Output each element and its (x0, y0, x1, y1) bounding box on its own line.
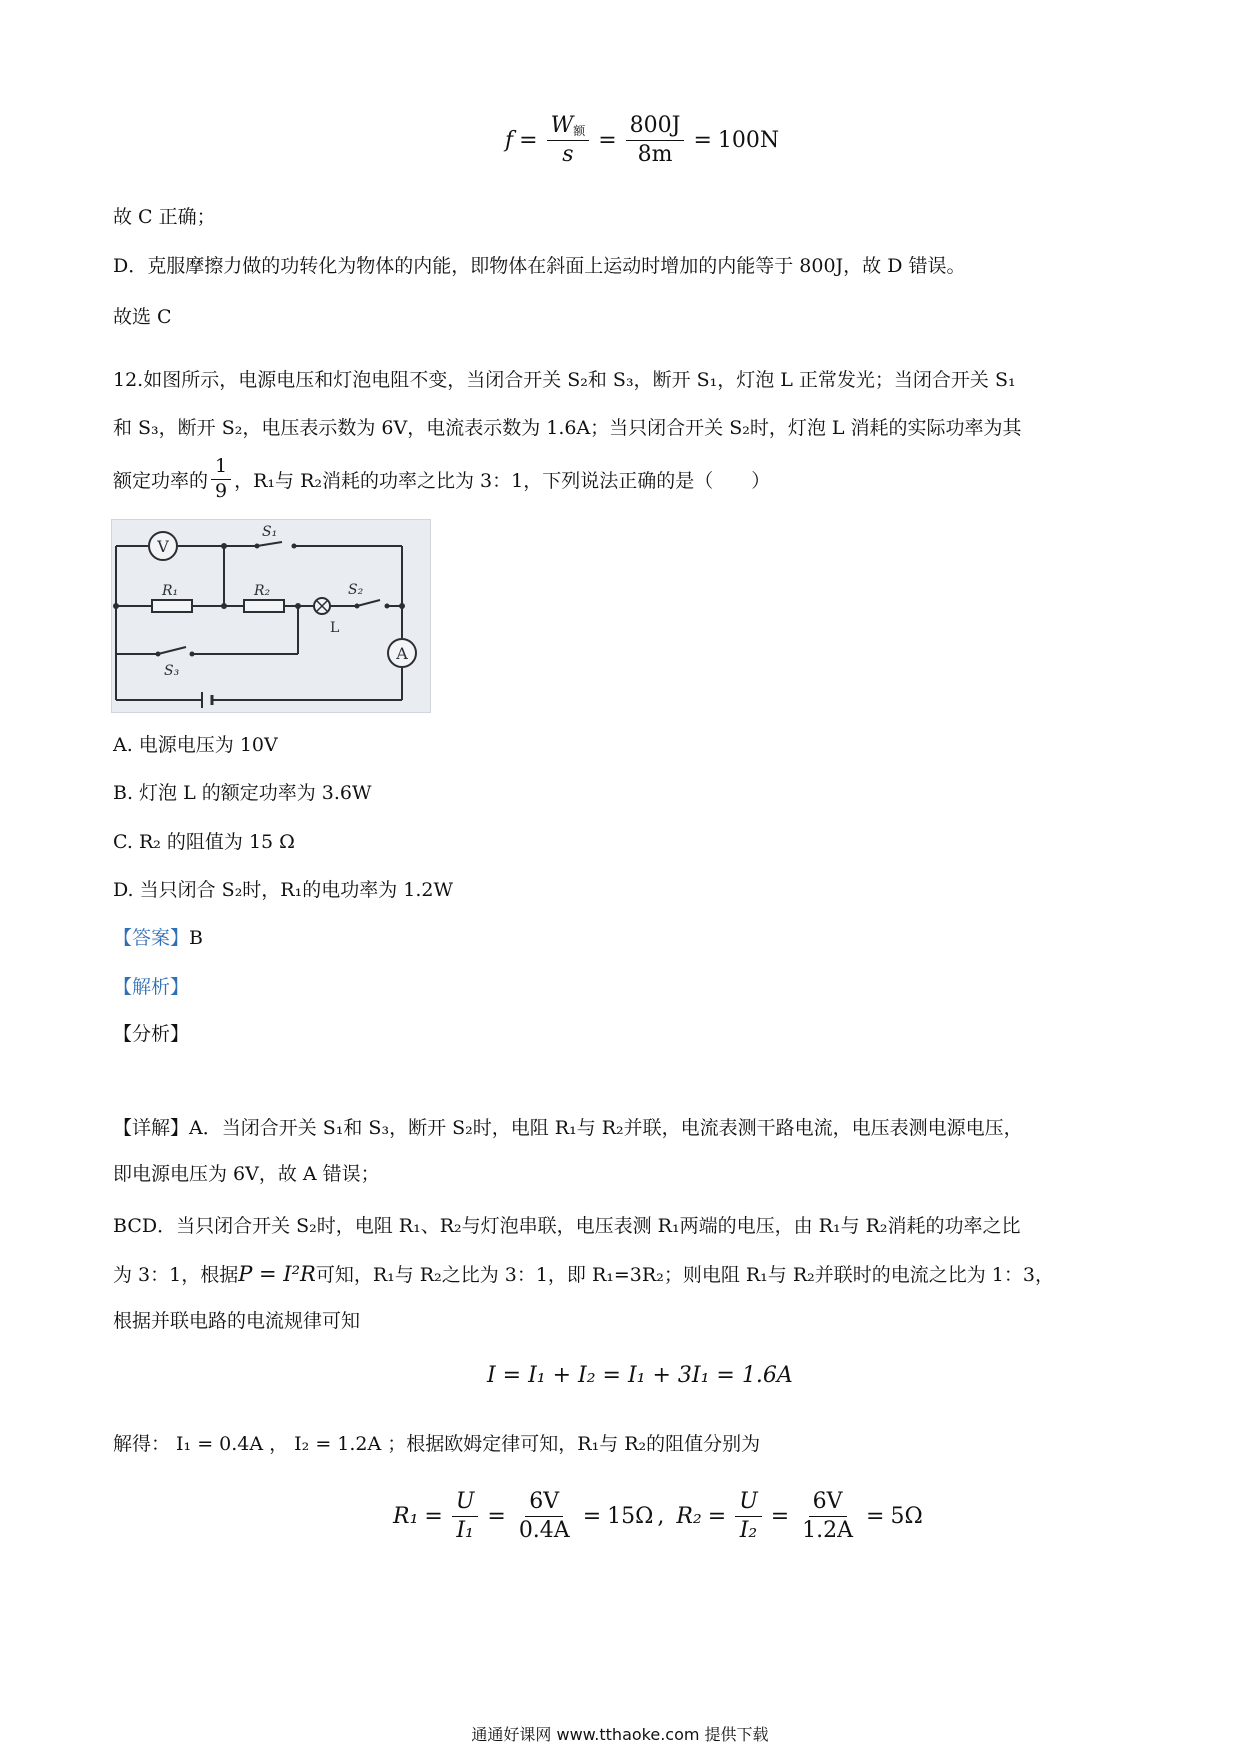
eq1-lhs: f (505, 127, 514, 153)
answer-label: 【答案】 (113, 927, 190, 949)
label-s1: S₁ (262, 524, 278, 540)
option-b: B. 灯泡 L 的额定功率为 3.6W (113, 782, 372, 804)
label-s3: S₃ (164, 663, 180, 679)
formula-power: P = I²R (238, 1262, 316, 1286)
text-option-d-analysis: D．克服摩擦力做的功转化为物体的内能，即物体在斜面上运动时增加的内能等于 800J，故 D 错误。 (113, 255, 966, 277)
detail-line-2: 即电源电压为 6V，故 A 错误； (113, 1163, 380, 1185)
fenxi-label: 【分析】 (113, 1023, 190, 1045)
label-r1: R₁ (162, 583, 179, 599)
fraction-one-ninth: $\frac{1}{9}$ (211, 455, 231, 504)
q12-line-2: 和 S₃，断开 S₂，电压表示数为 6V，电流表示数为 1.6A；当只闭合开关 S₂时，灯泡 L 消耗的实际功率为其 (113, 417, 1022, 439)
detail-line-4: 为 3：1，根据P = I²R可知，R₁与 R₂之比为 3：1，即 R₁=3R₂；则电阻 R₁与 R₂并联时的电流之比为 1：3， (113, 1262, 1054, 1286)
eq1-fraction-values: $\frac{800J}{8m}$ (626, 112, 685, 168)
answer-row (113, 924, 203, 952)
option-d: D. 当只闭合 S₂时，R₁的电功率为 1.2W (113, 879, 454, 901)
q12-line-3: 额定功率的 $\frac{1}{9}$ ，R₁与 R₂消耗的功率之比为 3：1，下列说法正确的是（ ） (113, 455, 771, 502)
page-footer: 通通好课网 www.tthaoke.com 提供下载 (471, 1725, 769, 1744)
text-c-correct: 故 C 正确； (113, 206, 216, 228)
voltmeter-label: V (157, 537, 169, 556)
option-c: C. R₂ 的阻值为 15 Ω (113, 831, 295, 853)
detail-line-5: 根据并联电路的电流规律可知 (113, 1310, 361, 1332)
eq1-fraction-work: $\frac{W_额}{s}$ (547, 112, 590, 168)
circuit-svg (112, 520, 430, 712)
jiexi-label: 【解析】 (113, 976, 190, 998)
solve-line: 解得： I₁ = 0.4A ， I₂ = 1.2A ；根据欧姆定律可知，R₁与 R₂的阻值分别为 (113, 1433, 761, 1455)
ammeter-label: A (396, 644, 408, 663)
q12-line-1: 12.如图所示，电源电压和灯泡电阻不变，当闭合开关 S₂和 S₃，断开 S₁，灯泡 L 正常发光；当闭合开关 S₁ (113, 369, 1016, 391)
text-choose-c: 故选 C (113, 306, 172, 328)
equation-current-sum: I = I₁ + I₂ = I₁ + 3I₁ = 1.6A (487, 1363, 793, 1388)
answer-value: B (189, 927, 203, 949)
detail-line-3: BCD．当只闭合开关 S₂时，电阻 R₁、R₂与灯泡串联，电压表测 R₁两端的电压，由 R₁与 R₂消耗的功率之比 (113, 1215, 1021, 1237)
detail-line-1: 【详解】A．当闭合开关 S₁和 S₃，断开 S₂时，电阻 R₁与 R₂并联，电流表测干路电流，电压表测电源电压， (113, 1117, 1023, 1139)
circuit-diagram (111, 519, 431, 713)
equation-resistances: R₁ = $\frac{U}{\text{I₁}}$ = $\frac{6V}{0.4A}$ = 15Ω , R₂ = $\frac{U}{\text{I₂}}$ = $\frac{6V}{1.2A}$ = 5Ω (393, 1489, 923, 1543)
label-r2: R₂ (254, 583, 271, 599)
label-s2: S₂ (348, 582, 364, 598)
eq1-result: 100N (717, 127, 780, 153)
equation-friction: f = $\frac{W_额}{s}$ = $\frac{800J}{8m}$ = 100N (505, 113, 780, 167)
option-a: A. 电源电压为 10V (113, 734, 278, 756)
label-l: L (330, 620, 340, 636)
